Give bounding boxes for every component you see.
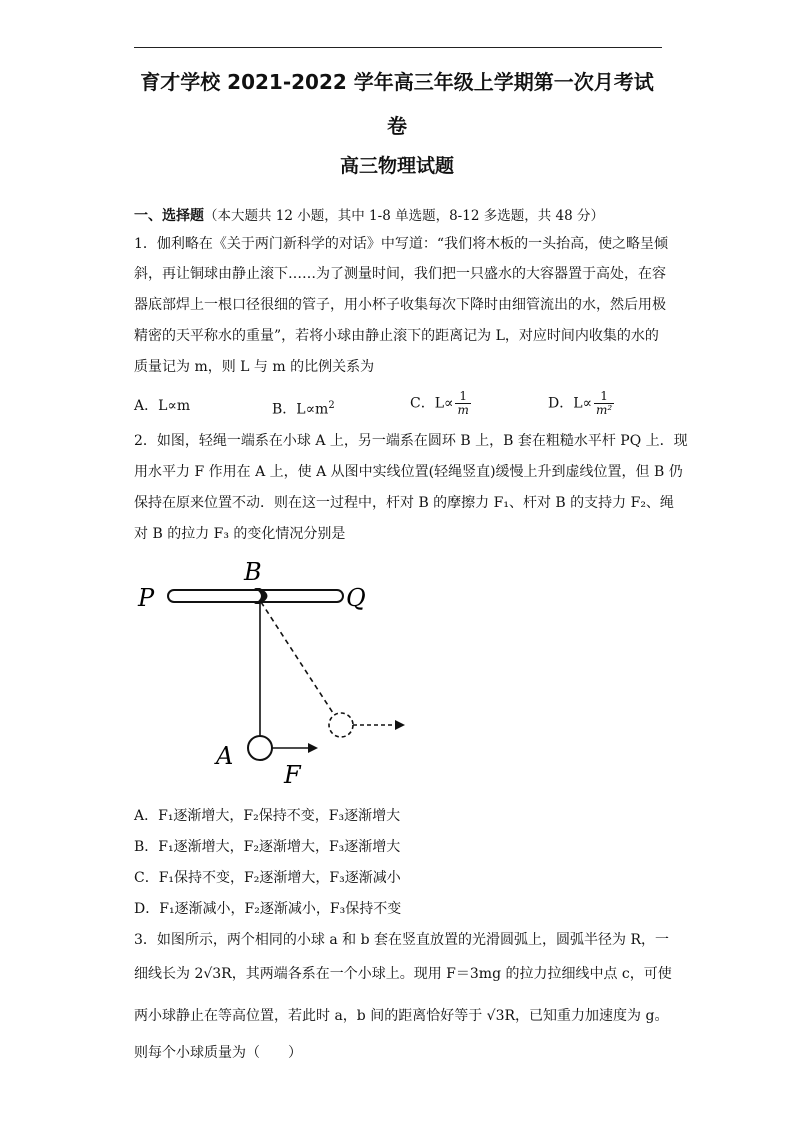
q1-line-2: 斜，再让铜球由静止滚下……为了测量时间，我们把一只盛水的大容器置于高处，在容 <box>134 266 666 282</box>
section-heading <box>134 206 604 226</box>
q1-option-d-num: 1 <box>594 390 614 404</box>
label-q: Q <box>346 584 366 612</box>
rod-pq <box>168 590 343 602</box>
q1-option-d-fraction <box>594 390 614 417</box>
q1-option-b-text: B．L∝m <box>272 401 329 418</box>
q1-option-c-text: C．L∝ <box>410 395 454 412</box>
q2-option-c: C．F₁保持不变，F₂逐渐增大，F₃逐渐减小 <box>134 870 401 886</box>
q3-line-4: 则每个小球质量为（ ） <box>134 1045 302 1061</box>
q3-line-1: 3．如图所示，两个相同的小球 a 和 b 套在竖直放置的光滑圆弧上，圆弧半径为 R，一 <box>134 932 670 948</box>
force-arrow-dashed-head <box>395 720 405 730</box>
force-arrow-head <box>308 743 318 753</box>
q2-figure <box>130 555 420 800</box>
label-f: F <box>284 761 301 789</box>
q1-option-b-exp: 2 <box>328 400 335 411</box>
label-p: P <box>138 584 155 612</box>
q1-line-3: 器底部焊上一根口径很细的管子，用小杯子收集每次下降时由细管流出的水，然后用极 <box>134 297 666 313</box>
q3-line-3: 两小球静止在等高位置，若此时 a，b 间的距离恰好等于 √3R，已知重力加速度为 g。 <box>134 1008 669 1024</box>
q1-option-d-den: m² <box>596 403 613 417</box>
ball-a-dashed <box>329 713 353 737</box>
q2-line-3: 保持在原来位置不动．则在这一过程中，杆对 B 的摩擦力 F₁、杆对 B 的支持力 F₂、绳 <box>134 495 674 511</box>
ball-a <box>248 736 272 760</box>
q1-option-b <box>272 396 335 420</box>
q1-line-1: 1．伽利略在《关于两门新科学的对话》中写道：“我们将木板的一头抬高，使之略呈倾 <box>134 236 669 252</box>
label-a: A <box>216 742 234 770</box>
label-b: B <box>244 558 262 586</box>
q1-option-a: A．L∝m <box>134 398 191 414</box>
q1-option-d <box>548 390 614 417</box>
section-note: （本大题共 12 小题，其中 1-8 单选题，8-12 多选题，共 48 分） <box>204 208 604 224</box>
q1-option-c-num: 1 <box>455 390 470 404</box>
q1-option-c <box>410 390 471 417</box>
q1-option-c-den: m <box>457 403 469 417</box>
header-rule <box>134 47 662 48</box>
q1-option-d-text: D．L∝ <box>548 395 592 412</box>
q2-option-b: B．F₁逐渐增大，F₂逐渐增大，F₃逐渐增大 <box>134 839 401 855</box>
q2-line-1: 2．如图，轻绳一端系在小球 A 上，另一端系在圆环 B 上，B 套在粗糙水平杆 PQ 上．现 <box>134 433 688 449</box>
exam-title-line1: 育才学校 2021-2022 学年高三年级上学期第一次月考试 <box>140 70 654 94</box>
q1-option-c-fraction <box>455 390 470 417</box>
q3-line-2: 细线长为 2√3R，其两端各系在一个小球上。现用 F＝3mg 的拉力拉细线中点 c，可使 <box>134 966 672 982</box>
q1-line-4: 精密的天平称水的重量”，若将小球由静止滚下的距离记为 L，对应时间内收集的水的 <box>134 328 659 344</box>
q2-option-d: D．F₁逐渐减小，F₂逐渐减小，F₃保持不变 <box>134 901 402 917</box>
section-title: 一、选择题 <box>134 208 204 224</box>
exam-title-line2: 卷 <box>387 114 407 138</box>
exam-subtitle: 高三物理试题 <box>339 155 454 177</box>
rope-dashed <box>261 602 333 713</box>
q2-option-a: A．F₁逐渐增大，F₂保持不变，F₃逐渐增大 <box>134 808 401 824</box>
q2-line-4: 对 B 的拉力 F₃ 的变化情况分别是 <box>134 526 346 542</box>
q1-line-5: 质量记为 m，则 L 与 m 的比例关系为 <box>134 359 375 375</box>
q2-line-2: 用水平力 F 作用在 A 上，使 A 从图中实线位置(轻绳竖直)缓慢上升到虚线位置，但 B 仍 <box>134 464 683 480</box>
